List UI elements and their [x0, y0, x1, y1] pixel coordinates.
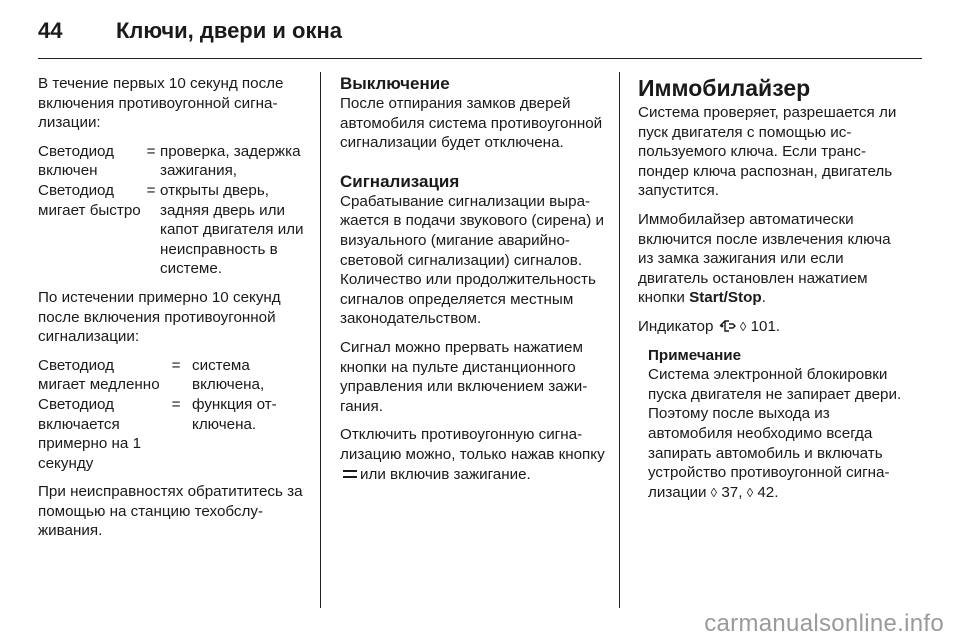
text: или включив зажигание.: [360, 465, 531, 483]
note-text: [648, 365, 904, 502]
paragraph: При неисправностях обратититесь за помощью на станцию техобслуживания.: [38, 483, 303, 540]
table-cell: =: [146, 181, 156, 199]
page-reference: 101.: [750, 317, 781, 335]
note-title: Примечание: [648, 346, 742, 364]
lock-key-icon: [343, 470, 357, 478]
table-cell: проверка, задержка зажигания,: [160, 142, 301, 180]
table-row: [38, 395, 306, 473]
page-title: Ключи, двери и окна: [116, 18, 342, 43]
column-2: [340, 74, 606, 493]
led-table-2: [38, 356, 306, 474]
table-cell: Светодиод включается примерно на 1 секунду: [38, 395, 142, 472]
text: .: [761, 289, 766, 307]
paragraph: Срабатывание сигнализации выражается в подачи звукового (сирена) и визуального (мигание аварийносветовой сигнализации) сигналов. Количество или продолжительность сигналов определяется местным законодательством.: [340, 192, 604, 328]
start-stop-label: Start/Stop: [689, 289, 762, 307]
column-1: [38, 74, 306, 550]
page-reference: 42.: [757, 483, 779, 501]
text: Индикатор: [638, 317, 714, 335]
paragraph: По истечении примерно 10 секунд после включения противоугонной сигнализации:: [38, 288, 281, 346]
page-number: 44: [38, 18, 63, 43]
paragraph: Система проверяет, разрешается ли пуск двигателя с помощью используемого ключа. Если транспондер ключа распознан, двигатель запустится.: [638, 104, 897, 200]
note-box: [638, 346, 904, 503]
table-cell: открыты дверь, задняя дверь или капот двигателя или неисправность в системе.: [160, 181, 304, 278]
column-divider-1: [320, 72, 321, 608]
table-row: [38, 356, 306, 395]
page-reference-icon: ◊: [746, 484, 754, 500]
page-header: [38, 18, 342, 48]
page-reference: 37,: [721, 483, 743, 501]
table-row: [38, 142, 306, 181]
text: Иммобилайзер автоматически включится после извлечения ключа из замка зажигания или если двигатель остановлен нажатием кнопки: [638, 210, 891, 307]
table-row: [38, 181, 306, 279]
section-heading-alarm: Сигнализация: [340, 171, 460, 191]
paragraph: В течение первых 10 секунд после включения противоугонной сигнализации:: [38, 75, 284, 132]
paragraph: [638, 317, 904, 337]
header-rule: [38, 58, 922, 59]
column-divider-2: [619, 72, 620, 608]
column-3: [638, 74, 904, 502]
table-cell: =: [171, 356, 181, 374]
page-reference-icon: ◊: [739, 318, 747, 334]
paragraph: После отпирания замков дверей автомобиля система противоугонной сигнализации будет отключена.: [340, 95, 603, 152]
table-cell: Светодиод мигает быстро: [38, 181, 141, 219]
text: Отключить противоугонную сигнализацию можно, только нажав кнопку: [340, 426, 605, 463]
table-cell: функция отключена.: [192, 395, 277, 433]
paragraph: [638, 210, 904, 308]
paragraph: [340, 425, 606, 484]
text: Система электронной блокировки пуска двигателя не запирает двери. Поэтому после выхода из автомобиля необходимо всегда запирать автомобиль и включать устройство противоугонной сигнализации: [648, 366, 902, 501]
table-cell: Светодиод мигает медленно: [38, 356, 160, 394]
paragraph: Сигнал можно прервать нажатием кнопки на пульте дистанционного управления или включением зажигания.: [340, 338, 588, 415]
watermark: carmanualsonline.info: [704, 610, 944, 637]
led-table-1: [38, 142, 306, 279]
table-cell: Светодиод включен: [38, 142, 115, 180]
table-cell: =: [171, 395, 181, 413]
table-cell: =: [146, 142, 156, 160]
section-heading-immobilizer: Иммобилайзер: [638, 75, 811, 101]
section-heading-deactivation: Выключение: [340, 74, 450, 93]
table-cell: система включена,: [192, 356, 265, 394]
page-reference-icon: ◊: [710, 484, 718, 500]
immobilizer-indicator-icon: [718, 319, 736, 333]
